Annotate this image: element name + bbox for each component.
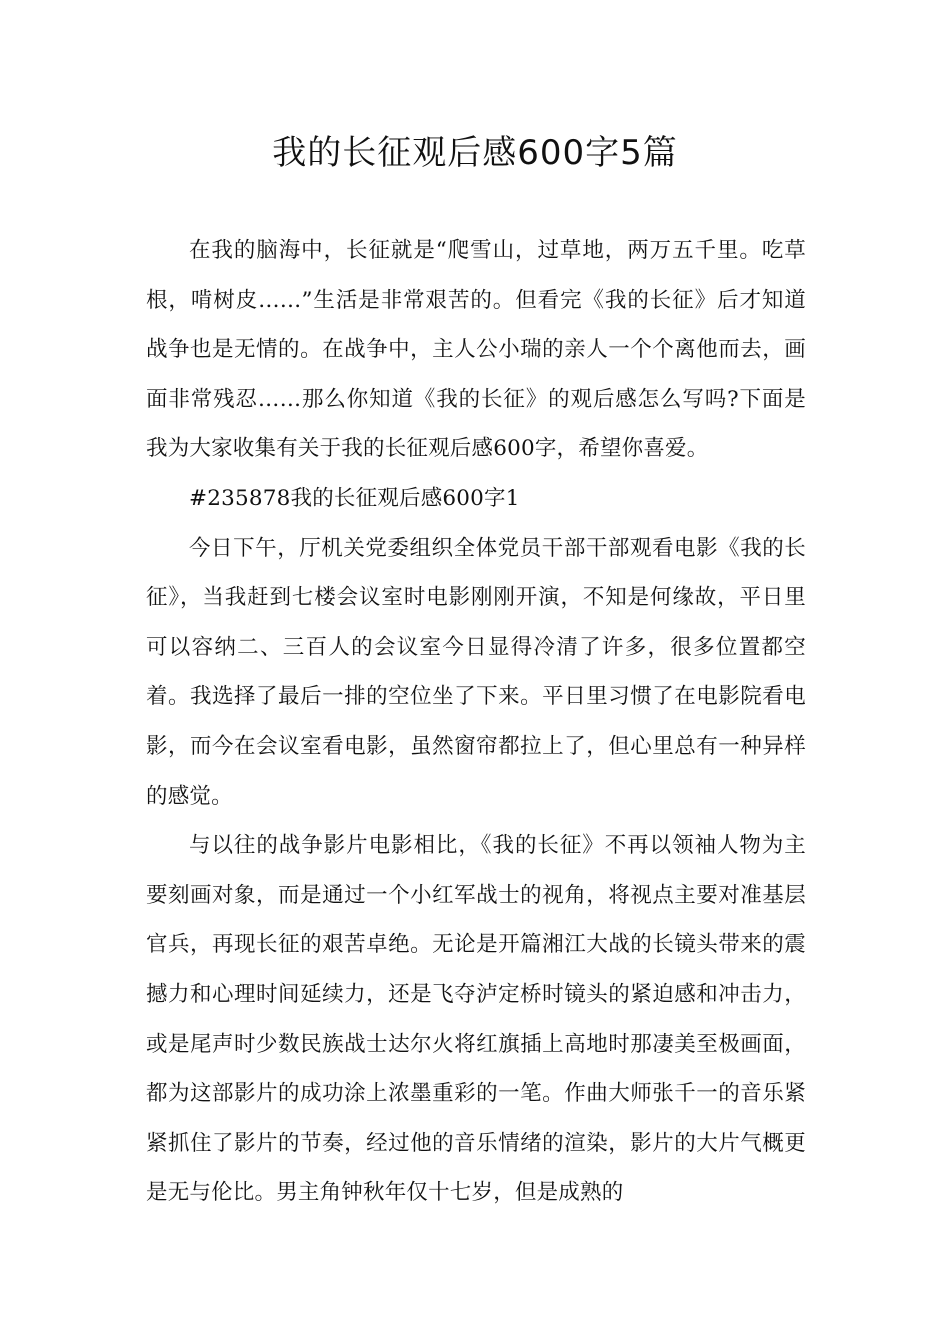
paragraph-1: 今日下午，厅机关党委组织全体党员干部干部观看电影《我的长征》，当我赶到七楼会议室时电影刚刚开演，不知是何缘故，平日里可以容纳二、三百人的会议室今日显得冷清了许多，很多位置都空着。我选择了最后一排的空位坐了下来。平日里习惯了在电影院看电影，而今在会议室看电影，虽然窗帘都拉上了，但心里总有一种异样的感觉。 xyxy=(146,535,806,809)
document-title: 我的长征观后感600字5篇 xyxy=(272,133,678,173)
paragraph-intro: 在我的脑海中，长征就是“爬雪山，过草地，两万五千里。吃草根，啃树皮……”生活是非常艰苦的。但看完《我的长征》后才知道战争也是无情的。在战争中，主人公小瑞的亲人一个个离他而去，画面非常残忍……那么你知道《我的长征》的观后感怎么写吗?下面是我为大家收集有关于我的长征观后感600字，希望你喜爱。 xyxy=(146,238,806,462)
paragraph-2: 与以往的战争影片电影相比，《我的长征》不再以领袖人物为主要刻画对象，而是通过一个小红军战士的视角，将视点主要对准基层官兵，再现长征的艰苦卓绝。无论是开篇湘江大战的长镜头带来的震撼力和心理时间延续力，还是飞夺泸定桥时镜头的紧迫感和冲击力，或是尾声时少数民族战士达尔火将红旗插上高地时那凄美至极画面，都为这部影片的成功涂上浓墨重彩的一笔。作曲大师张千一的音乐紧紧抓住了影片的节奏，经过他的音乐情绪的渲染，影片的大片气概更是无与伦比。男主角钟秋年仅十七岁，但是成熟的 xyxy=(146,833,806,1206)
document-body xyxy=(146,226,806,1218)
section-heading-1: #235878我的长征观后感600字1 xyxy=(189,485,520,511)
